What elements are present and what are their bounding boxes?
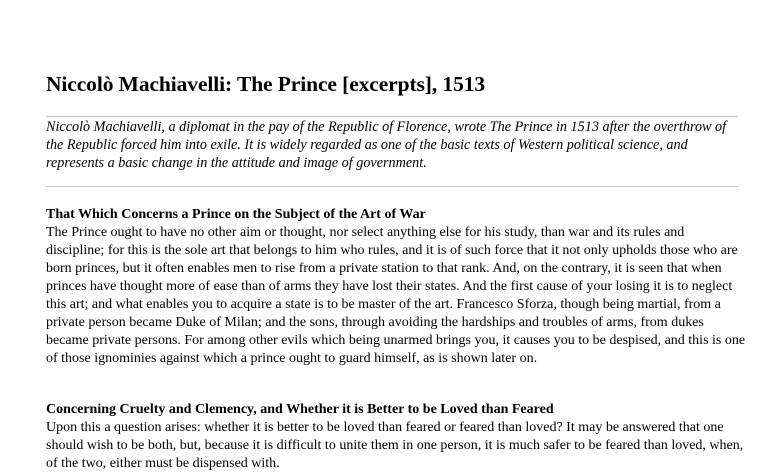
section-cruelty-and-clemency [46, 401, 746, 473]
section-body: The Prince ought to have no other aim or thought, nor select anything else for his study, than war and its rules and discipline; for this is the sole art that belongs to him who rules, and it is of such force that it not only upholds those who are born princes, but it often enables men to rise from a private station to that rank. And, on the contrary, it is seen that when princes have thought more of ease than of arms they have lost their states. And the first cause of your losing it is to neglect this art; and what enables you to acquire a state is to be master of the art. Francesco Sforza, though being martial, from a private person became Duke of Milan; and the sons, through avoiding the hardships and troubles of arms, from dukes became private persons. For among other evils which being unarmed brings you, it causes you to be despised, and this is one of those ignominies against which a prince ought to guard himself, as is shown later on. [46, 225, 746, 366]
section-body: Upon this a question arises: whether it is better to be loved than feared or feared than loved? It may be answered that one should wish to be both, but, because it is difficult to unite them in one person, it is much safer to be feared than loved, when, of the two, either must be dispensed with. [46, 420, 744, 471]
intro-paragraph: Niccolò Machiavelli, a diplomat in the pay of the Republic of Florence, wrote The Prince in 1513 after the overthrow of the Republic forced him into exile. It is widely regarded as one of the basic texts of Western political science, and represents a basic change in the attitude and image of government. [46, 119, 727, 171]
section-art-of-war [46, 206, 746, 368]
section-heading: That Which Concerns a Prince on the Subject of the Art of War [46, 207, 426, 222]
title-divider [46, 116, 738, 117]
section-heading: Concerning Cruelty and Clemency, and Whether it is Better to be Loved than Feared [46, 402, 554, 417]
page-title: Niccolò Machiavelli: The Prince [excerpts], 1513 [46, 72, 486, 96]
intro-divider [46, 186, 738, 187]
